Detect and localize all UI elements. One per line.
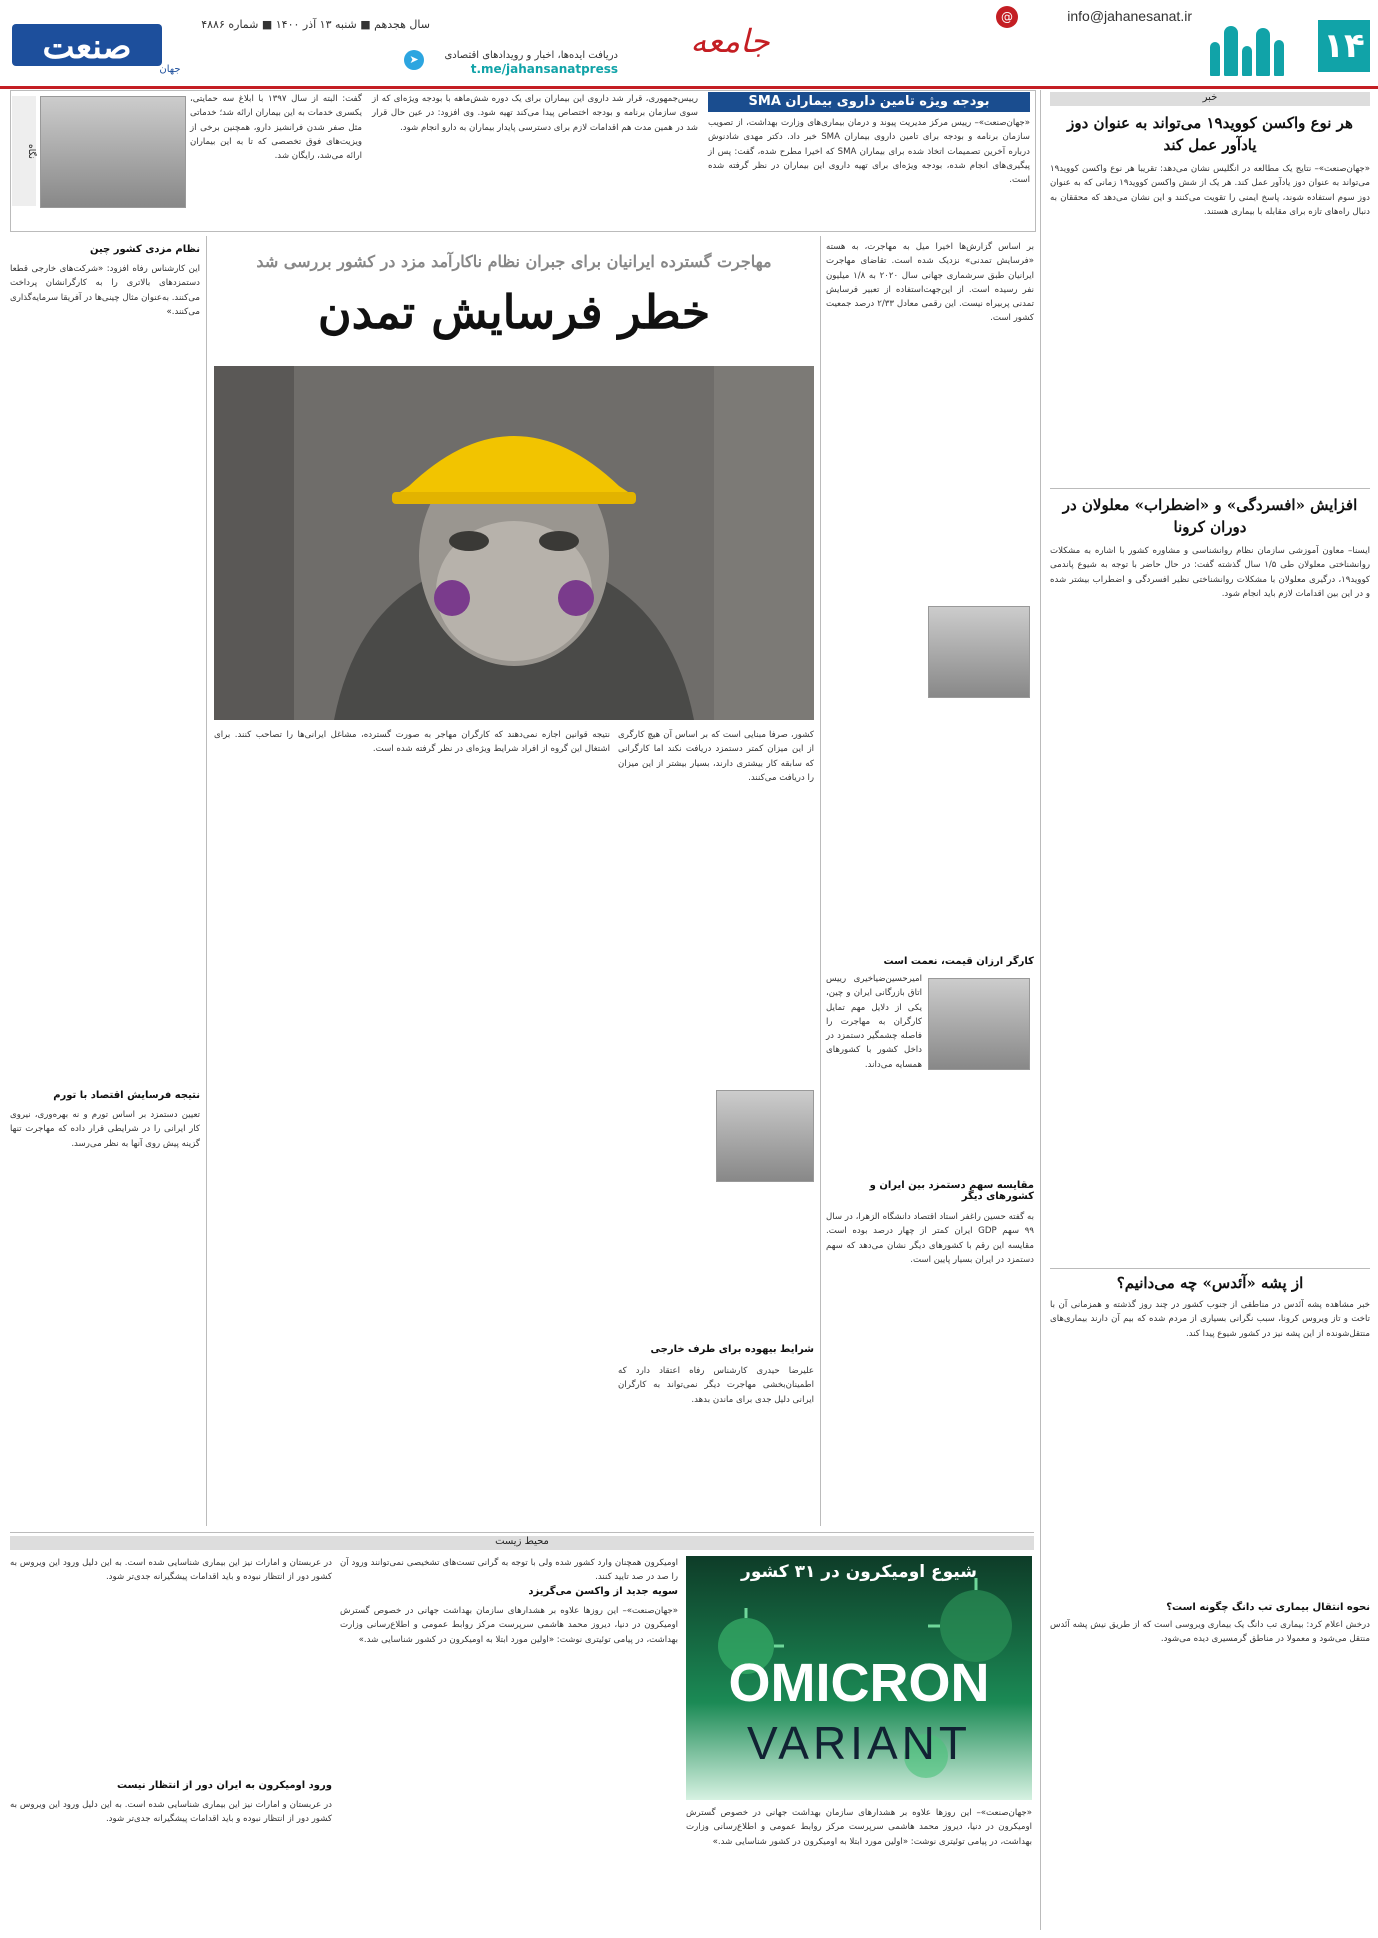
omicron-image [686,1556,1032,1800]
author-photo [40,96,186,208]
telegram-text: دریافت ایده‌ها، اخبار و رویدادهای اقتصادی [444,50,618,61]
feature-column: این کارشناس رفاه افزود: «شرکت‌های خارجی قطعا دستمزدهای بالاتری را به کارگرانشان پرداخت می‌کنند. به‌عنوان مثال چینی‌ها در آفریقا سرمایه‌گذاری می‌کنند.» [9,264,200,317]
article-body: ایسنا– معاون آموزشی سازمان نظام روانشناسی و مشاوره کشور با اشاره به مشکلات روانشناختی معلولان طی ۱/۵ سال گذشته گفت: در حال حاضر با توجه به شیوع پاندمی کووید۱۹، درگیری معلولان با مشکلات روانشناختی نظیر افسردگی و اضطراب بیشتر شده و در این بین اقدامات لازم باید انجام شود. [1050,546,1370,599]
section-title: جامعه [690,22,770,60]
bottom-column: «جهان‌صنعت»– این روزها علاوه بر هشدارهای سازمان بهداشت جهانی در خصوص گسترش اومیکرون در دنیا، دیروز محمد هاشمی سرپرست مرکز روابط عمومی و اطلاع‌رسانی وزارت بهداشت، در پیامی توئیتری نوشت: «اولین مورد ابتلا به اومیکرون در کشور شناسایی شد.» [340,1606,678,1645]
bottom-subhead: ورود اومیکرون به ایران دور از انتظار نیست [117,1780,332,1791]
feature-column: کشور، صرفا مبنایی است که بر اساس آن هیچ کارگری از این میزان کمتر دستمزد دریافت نکند اما کارگرانی که سابقه کار بیشتری دارند، بسیار بیشتر از این میزان را دریافت می‌کنند. [618,730,814,783]
feature-kicker: مهاجرت گسترده ایرانیان برای جبران نظام ناکارآمد مزد در کشور بررسی شد [256,252,772,271]
feature-column: بر اساس گزارش‌ها اخیرا میل به مهاجرت، به هسته «فرسایش تمدنی» نزدیک شده است. تقاضای مهاجرت ایرانیان طبق سرشماری جهانی سال ۲۰۲۰ به ۱/۸ میلیون نفر رسیده است. از این‌جهت‌استفاده از تعبیر فرسایش تمدنی پربیراه نیست. این رقمی معادل ۲/۳۳ درصد جمعیت کشور است. [826,242,1035,324]
bottom-column: در عربستان و امارات نیز این بیماری شناسایی شده است. به این دلیل ورود این ویروس به کشور دور از انتظار نبوده و باید اقدامات پیشگیرانه جدی‌تر شود. [10,1800,332,1825]
article-body: «جهان‌صنعت»– نتایج یک مطالعه در انگلیس نشان می‌دهد: تقریبا هر نوع واکسن کووید۱۹ می‌تواند به عنوان دوز یادآور عمل کند. هر یک از شش واکسن کووید۱۹ زمانی که به عنوان دوز سوم استفاده شوند، پاسخ ایمنی را تقویت می‌کنند و این نشان می‌دهد که محققان به دنبال راه‌های تازه برای مقابله با بیماری هستند. [1050,164,1370,217]
omicron-variant: VARIANT [747,1717,971,1769]
side-label: نگاه [12,96,36,206]
bottom-column: در عربستان و امارات نیز این بیماری شناسایی شده است. به این دلیل ورود این ویروس به کشور دور از انتظار نبوده و باید اقدامات پیشگیرانه جدی‌تر شود. [10,1558,332,1583]
feature-title: خطر فرسایش تمدن [317,285,711,339]
box-body: «جهان‌صنعت»– رییس مرکز مدیریت پیوند و درمان بیماری‌های وزارت بهداشت، از تصویب سازمان برنامه و بودجه برای تامین داروی بیماران SMA خبر داد. دکتر مهدی شادنوش درباره آخرین تصمیمات اتخاذ شده برای بیماران SMA که اخیرا مطرح شده، گفت: پس از پیگیری‌های انجام شده، بودجه ویژه‌ای برای تهیه داروی این بیماران در نظر گرفته شده است. [708,118,1030,186]
feature-column: به گفته حسین راغفر استاد اقتصاد دانشگاه الزهرا، در سال ۹۹ سهم GDP ایران کمتر از چهار درصد بوده است. مقایسه این رقم با کشورهای دیگر نشان می‌دهد که سهم دستمزد در ایران بسیار پایین است. [826,1212,1034,1265]
box-body: رییس‌جمهوری، قرار شد داروی این بیماران برای یک دوره شش‌ماهه با بودجه ویژه‌ای که از سوی سازمان برنامه و بودجه اختصاص پیدا می‌کند تهیه شود. وی افزود: در عین حال قرار شد در همین مدت هم اقدامات لازم برای دسترسی پایدار بیماران به دارو انجام شود. [372,94,698,133]
article-title: از پشه «آئدس» چه می‌دانیم؟ [1116,1274,1304,1292]
telegram-link[interactable]: t.me/jahansanatpress [470,62,618,76]
omicron-caption: شیوع اومیکرون در ۳۱ کشور [741,1562,977,1582]
article-title: هر نوع واکسن کووید۱۹ می‌تواند به عنوان دوز یادآور عمل کند [1067,114,1353,154]
people-icon [1210,14,1310,76]
feature-subhead: نظام مزدی کشور چین [89,244,200,255]
bottom-subhead: سویه جدید از واکسن می‌گریزد [528,1586,678,1597]
article-title: افزایش «افسردگی» و «اضطراب» معلولان در دوران کرونا [1062,496,1358,536]
interviewee-photo [928,606,1030,698]
page-number: ۱۴ [1318,20,1370,72]
feature-subhead: نتیجه فرسایش اقتصاد با تورم [53,1090,200,1101]
feature-column: امیرحسین‌ضیاخیری رییس اتاق بازرگانی ایران و چین، یکی از دلایل مهم تمایل کارگران به مهاجرت را فاصله چشمگیر دستمزد در داخل کشور با کشورهای همسایه می‌داند. [826,974,922,1070]
issue-info: سال هجدهم ■ شنبه ۱۳ آذر ۱۴۰۰ ■ شماره ۴۸۸۶ [201,18,430,31]
news-tab: خبر [1050,92,1370,106]
email-icon: @ [996,6,1018,28]
omicron-word: OMICRON [728,1653,990,1713]
article-body: خبر مشاهده پشه آئدس در مناطقی از جنوب کشور در چند روز گذشته و همزمانی آن با تاخت و تاز ویروس کرونا، سبب نگرانی بسیاری از مردم شده که بیم آن دارند بیماری‌های منتقل‌شونده از این پشه نیز در کشور شیوع پیدا کند. [1050,1300,1370,1339]
newspaper-logo [12,14,181,76]
article-body: درخش اعلام کرد: بیماری تب دانگ یک بیماری ویروسی است که از طریق نیش پشه آئدس منتقل می‌شود و معمولا در مناطق گرمسیری دیده می‌شود. [1050,1620,1370,1645]
svg-text:جهان: جهان [159,64,181,75]
box-title: بودجه ویژه تامین داروی بیماران SMA [748,94,990,109]
feature-column: علیرضا حیدری کارشناس رفاه اعتقاد دارد که اطمینان‌بخشی مهاجرت دیگر نمی‌تواند به کارگران ایرانی دلیل جدی برای ماندن بدهد. [618,1366,814,1405]
feature-subhead: شرایط بیهوده برای طرف خارجی [650,1344,814,1355]
feature-photo [214,366,814,720]
feature-subhead: مقایسه سهم دستمزد بین ایران و کشورهای دیگر [869,1180,1034,1202]
feature-column: نتیجه قوانین اجازه نمی‌دهند که کارگران مهاجر به صورت گسترده، مشاغل ایرانی‌ها را تصاحب کنند. برای اشتغال این گروه از افراد شرایط ویژه‌ای در نظر گرفته شده است. [214,730,610,755]
box-body: گفت: البته از سال ۱۳۹۷ با ابلاغ سه حمایتی، یکسری خدمات به این بیماران ارائه شد؛ خدماتی مثل صفر شدن فرانشیز دارو، همچنین برخی از ویزیت‌های فوق تخصصی که تا به این بیماران ارائه می‌شد، رایگان شد. [190,94,362,162]
bottom-column: «جهان‌صنعت»– این روزها علاوه بر هشدارهای سازمان بهداشت جهانی در خصوص گسترش اومیکرون در دنیا، دیروز محمد هاشمی سرپرست مرکز روابط عمومی و اطلاع‌رسانی وزارت بهداشت، در پیامی توئیتری نوشت: «اولین مورد ابتلا به اومیکرون در کشور شناسایی شد.» [686,1808,1032,1847]
feature-subhead: کارگر ارزان قیمت، نعمت است [883,956,1034,967]
interviewee-photo [928,978,1030,1070]
email-address[interactable]: info@jahanesanat.ir [1067,8,1192,24]
environment-tab: محیط زیست [10,1536,1034,1550]
feature-column: تعیین دستمزد بر اساس تورم و نه بهره‌وری، نیروی کار ایرانی را در شرایطی قرار داده که مهاجرت تنها گزینه پیش روی آنها به نظر می‌رسد. [10,1110,200,1149]
svg-text:صنعت: صنعت [42,27,132,67]
telegram-icon: ➤ [404,50,424,70]
interviewee-photo [716,1090,814,1182]
bottom-column: اومیکرون همچنان وارد کشور شده ولی با توجه به گرانی تست‌های تشخیصی نمی‌توانند ورود آن را صد در صد تایید کنند. [340,1558,678,1583]
article-subhead: نحوه انتقال بیماری تب دانگ چگونه است؟ [1166,1602,1370,1613]
